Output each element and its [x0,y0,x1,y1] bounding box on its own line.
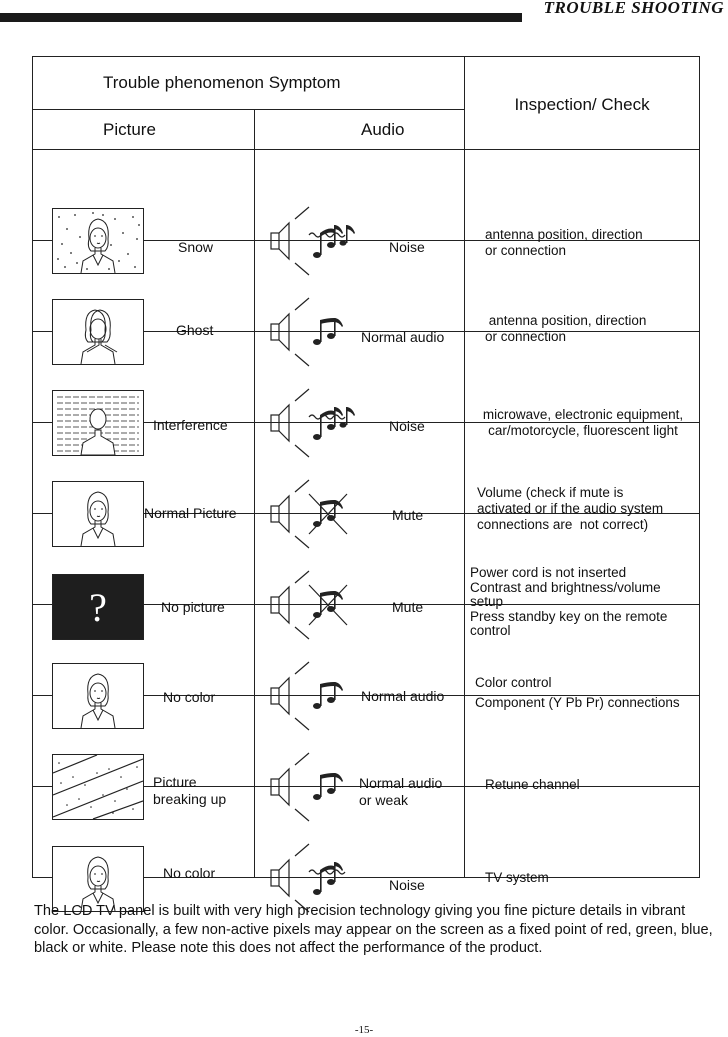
picture-header: Picture [103,119,156,139]
check-text: antenna position, direction or connection [485,313,647,344]
ghost-picture [52,299,144,365]
audio-label: Normal audio [361,329,445,345]
symptom-header: Trouble phenomenon Symptom [103,73,341,92]
picture-label: Ghost [176,322,214,338]
no-picture-screen [52,574,144,640]
check-text: Volume (check if mute is activated or if the audio system connections are not correct) [477,485,664,532]
check-text: microwave, electronic equipment, car/motorcycle, fluorescent light [482,407,684,438]
section-title: TROUBLE SHOOTING [543,0,724,17]
check-text: Color control Component (Y Pb Pr) connections [475,675,680,710]
audio-label: Normal audio or weak [359,775,443,808]
normal-audio-speaker-icon [269,660,369,732]
audio-header: Audio [361,119,405,139]
symptom-header-cell [33,57,465,110]
audio-label: Noise [389,239,425,255]
table-row [33,150,700,241]
check-header-cell [465,57,700,150]
audio-label: Normal audio [361,688,445,704]
check-text: Power cord is not inserted Contrast and brightness/volume setup Press standby key on the remote control [470,565,668,638]
mute-speaker-icon [269,569,369,641]
audio-label: Noise [389,418,425,434]
picture-label: Interference [153,417,228,433]
normal-picture [52,481,144,547]
picture-label: Normal Picture [144,505,237,521]
no-color-picture [52,663,144,729]
picture-label: Picture breaking up [153,774,227,807]
noise-speaker-icon [269,387,369,459]
trouble-table [32,56,700,893]
check-text: TV system [485,870,549,885]
picture-label: No picture [161,599,225,615]
page-number: -15- [354,1024,374,1036]
picture-label: No color [163,689,216,705]
check-text: Retune channel [485,777,580,792]
audio-label: Mute [392,507,424,523]
question-mark-icon: ? [89,584,107,630]
mute-speaker-icon [269,478,369,550]
snow-picture [52,208,144,274]
noise-speaker-icon [269,205,369,277]
normal-audio-speaker-icon [269,296,369,368]
picture-label: Snow [178,239,214,255]
check-text: antenna position, direction or connection [485,227,643,258]
breaking-up-picture [52,754,144,820]
check-header: Inspection/ Check [514,95,650,114]
audio-header-cell [255,110,465,150]
disclaimer-paragraph: The LCD TV panel is built with very high precision technology giving you fine picture details in vibrant color. Occasionally, a few non-active pixels may appear on the screen as a fixed point of red, green, blue, black or white. Please note this does not affect the performance of the product. [34,903,713,957]
audio-label: Noise [389,877,425,893]
picture-header-cell [33,110,255,150]
normal-audio-speaker-icon [269,751,369,823]
audio-label: Mute [392,599,424,615]
interference-picture [52,390,144,456]
header-rule [0,13,522,22]
picture-label: No color [163,865,216,881]
